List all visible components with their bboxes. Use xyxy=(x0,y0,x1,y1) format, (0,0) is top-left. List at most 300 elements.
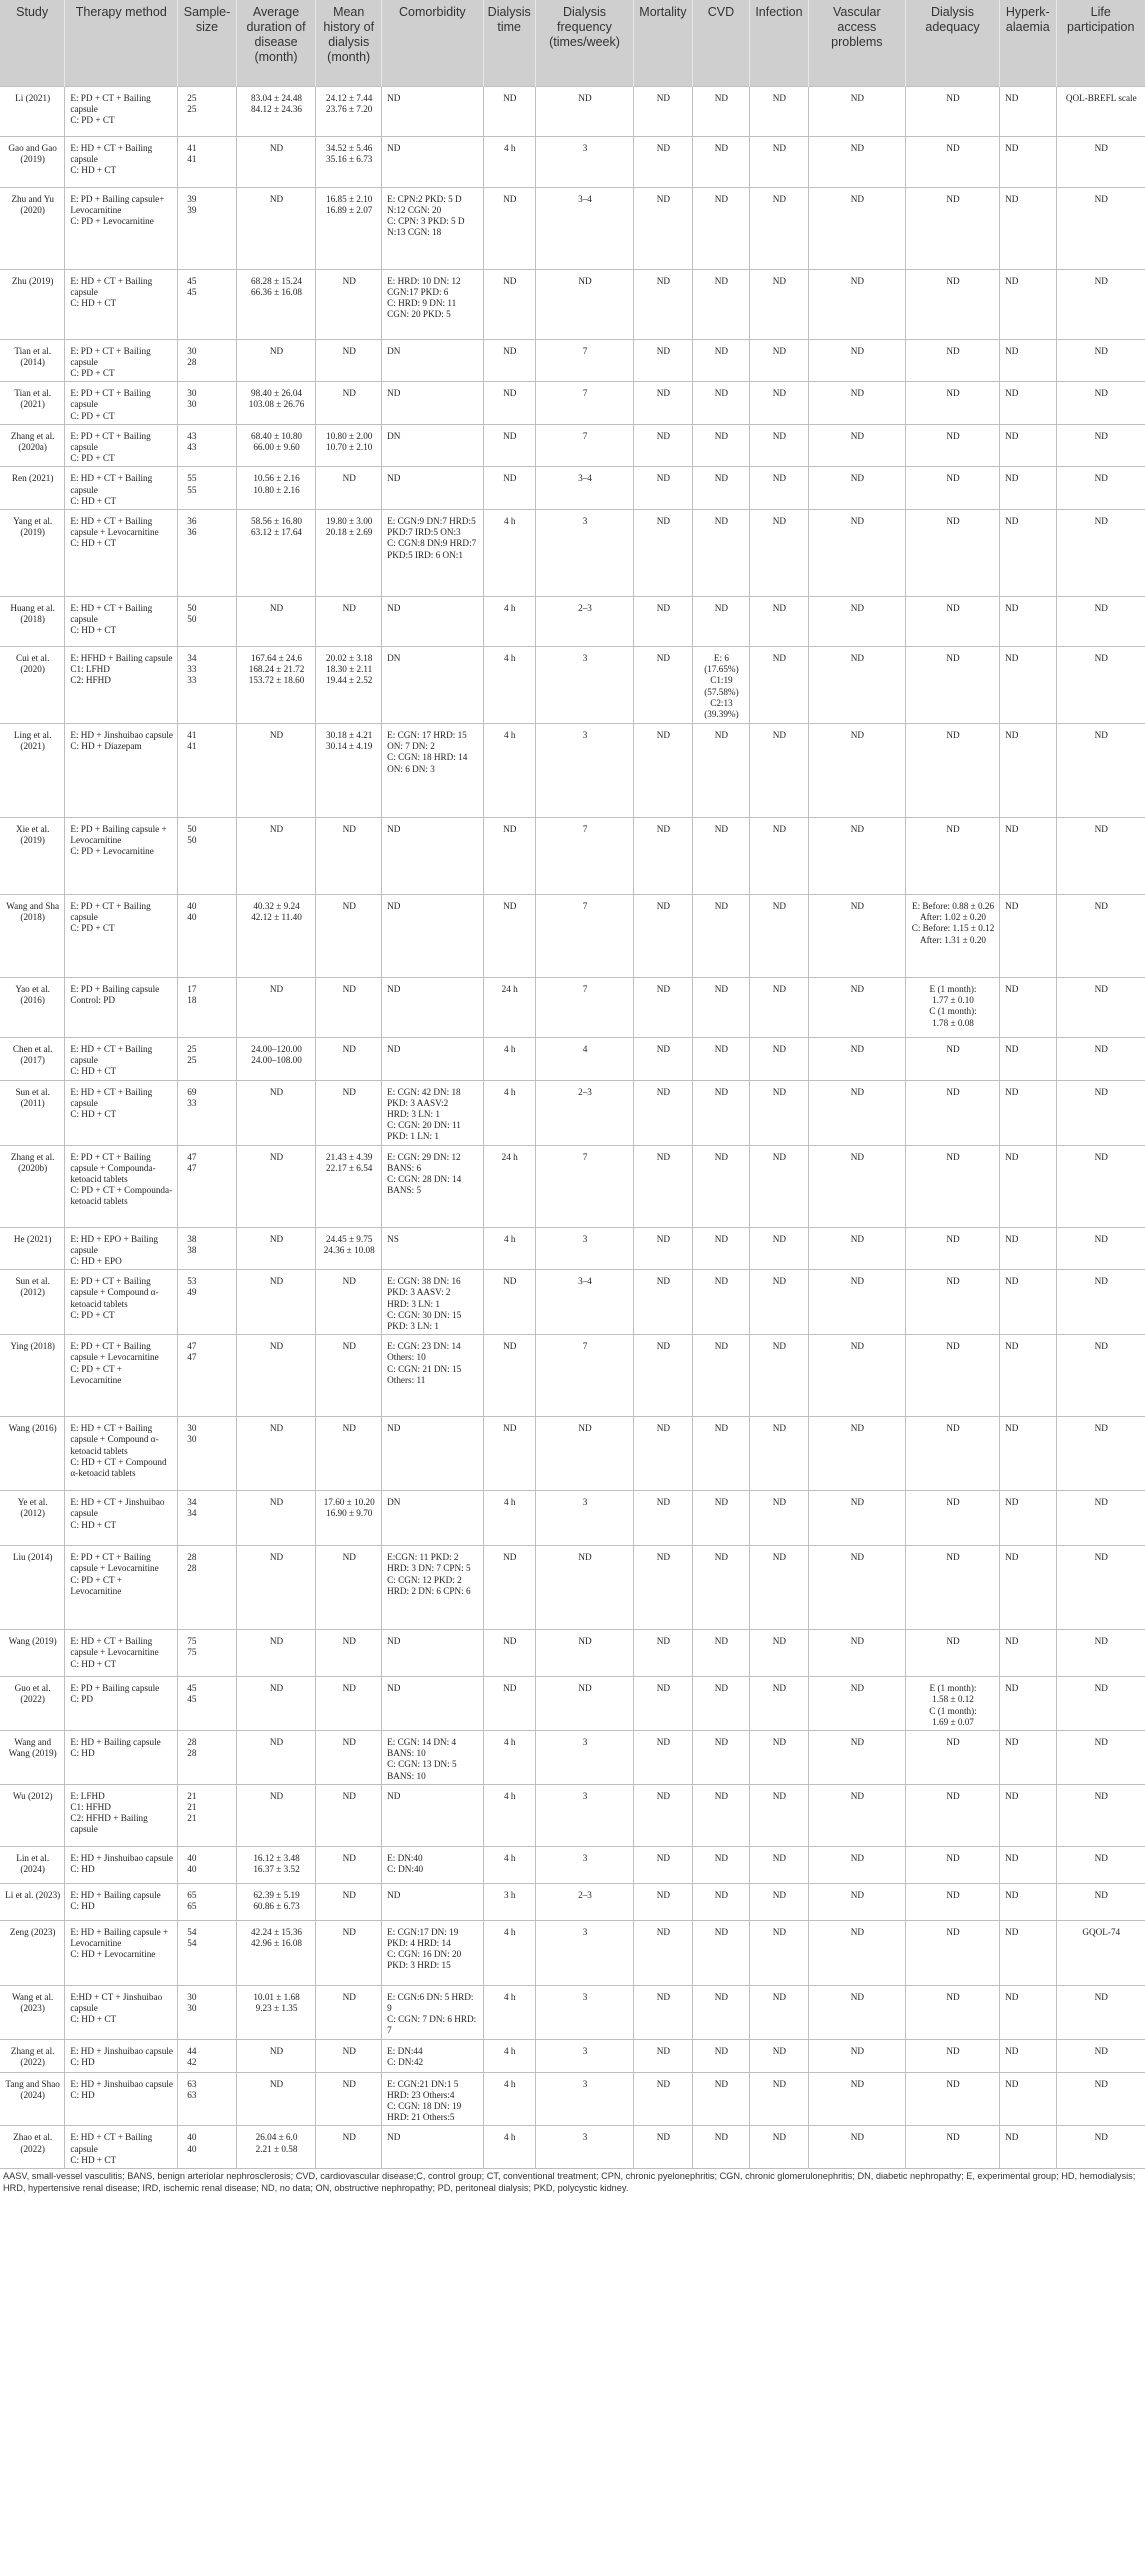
table-cell: E: PD + CT + Bailing capsule C: PD + CT xyxy=(65,86,178,136)
table-cell: 3 xyxy=(535,2039,633,2072)
table-cell: 19.80 ± 3.00 20.18 ± 2.69 xyxy=(316,509,382,596)
table-cell: Zhu and Yu (2020) xyxy=(0,187,65,269)
table-cell: ND xyxy=(750,1846,809,1883)
table-cell: ND xyxy=(634,1037,693,1080)
table-row xyxy=(0,1491,1145,1546)
table-cell: ND xyxy=(692,1037,750,1080)
table-cell: ND xyxy=(1056,1491,1145,1546)
table-cell: 3 xyxy=(535,1846,633,1883)
table-row xyxy=(0,646,1145,723)
table-cell: ND xyxy=(535,269,633,339)
table-cell: 7 xyxy=(535,339,633,382)
table-cell: ND xyxy=(692,2126,750,2169)
table-cell: 24.45 ± 9.75 24.36 ± 10.08 xyxy=(316,1227,382,1270)
table-cell: ND xyxy=(905,509,999,596)
table-cell: ND xyxy=(692,1145,750,1227)
table-cell: 50 50 xyxy=(178,596,237,646)
table-cell: ND xyxy=(316,1846,382,1883)
table-cell: 40 40 xyxy=(178,2126,237,2169)
table-cell: E:HD + CT + Jinshuibao capsule C: HD + CT xyxy=(65,1985,178,2039)
table-cell: ND xyxy=(905,1145,999,1227)
table-cell: ND xyxy=(692,269,750,339)
table-cell: ND xyxy=(1000,1491,1056,1546)
table-cell: ND xyxy=(1000,1270,1056,1335)
table-cell: ND xyxy=(692,86,750,136)
table-cell: 58.56 ± 16.80 63.12 ± 17.64 xyxy=(236,509,315,596)
table-cell: ND xyxy=(692,2039,750,2072)
table-cell: ND xyxy=(1056,1731,1145,1785)
table-cell: ND xyxy=(1056,1883,1145,1920)
column-header: Hyperk-alaemia xyxy=(1000,0,1056,86)
table-cell: 63 63 xyxy=(178,2072,237,2126)
table-cell: ND xyxy=(634,646,693,723)
table-cell: 69 33 xyxy=(178,1080,237,1145)
table-row xyxy=(0,1417,1145,1491)
table-cell: ND xyxy=(750,1677,809,1731)
table-cell: NS xyxy=(382,1227,483,1270)
table-cell: ND xyxy=(750,509,809,596)
table-cell: ND xyxy=(750,977,809,1037)
table-cell: Wang and Wang (2019) xyxy=(0,1731,65,1785)
table-cell: Zhu (2019) xyxy=(0,269,65,339)
table-cell: ND xyxy=(634,467,693,510)
table-cell: ND xyxy=(1056,1784,1145,1846)
table-cell: ND xyxy=(905,86,999,136)
table-cell: E: HD + Bailing capsule C: HD xyxy=(65,1731,178,1785)
table-cell: E: PD + CT + Bailing capsule + Compound α-ketoacid tablets C: PD + CT xyxy=(65,1270,178,1335)
column-header: Dialysis time xyxy=(483,0,535,86)
table-cell: ND xyxy=(1000,2126,1056,2169)
column-header: Sample-size xyxy=(178,0,237,86)
table-cell: ND xyxy=(634,1846,693,1883)
table-cell: ND xyxy=(316,1920,382,1985)
table-cell: ND xyxy=(316,2072,382,2126)
table-cell: 3 xyxy=(535,1731,633,1785)
table-cell: ND xyxy=(483,1270,535,1335)
table-cell: ND xyxy=(236,596,315,646)
table-cell: ND xyxy=(1000,1037,1056,1080)
table-cell: GQOL-74 xyxy=(1056,1920,1145,1985)
table-cell: ND xyxy=(750,1037,809,1080)
table-cell: 68.28 ± 15.24 66.36 ± 16.08 xyxy=(236,269,315,339)
table-cell: Cui et al. (2020) xyxy=(0,646,65,723)
table-cell: DN xyxy=(382,646,483,723)
table-cell: E: CGN: 14 DN: 4 BANS: 10 C: CGN: 13 DN: 5 BANS: 10 xyxy=(382,1731,483,1785)
table-cell: 2–3 xyxy=(535,596,633,646)
table-cell: Sun et al. (2012) xyxy=(0,1270,65,1335)
table-cell: ND xyxy=(750,136,809,187)
table-cell: ND xyxy=(382,1883,483,1920)
table-cell: ND xyxy=(236,1784,315,1846)
table-cell: ND xyxy=(316,269,382,339)
table-row xyxy=(0,86,1145,136)
table-cell: ND xyxy=(1000,1784,1056,1846)
table-cell: ND xyxy=(634,1145,693,1227)
table-cell: ND xyxy=(905,2126,999,2169)
table-cell: ND xyxy=(905,1920,999,1985)
table-cell: 41 41 xyxy=(178,136,237,187)
table-row xyxy=(0,1145,1145,1227)
table-cell: E: PD + Bailing capsule+ Levocarnitine C: PD + Levocarnitine xyxy=(65,187,178,269)
table-cell: ND xyxy=(634,2126,693,2169)
table-cell: ND xyxy=(483,817,535,894)
table-cell: ND xyxy=(236,136,315,187)
table-cell: E: CGN: 23 DN: 14 Others: 10 C: CGN: 21 DN: 15 Others: 11 xyxy=(382,1335,483,1417)
table-cell: ND xyxy=(236,1335,315,1417)
table-cell: ND xyxy=(1000,723,1056,817)
table-cell: Lin et al. (2024) xyxy=(0,1846,65,1883)
table-row xyxy=(0,2039,1145,2072)
table-row xyxy=(0,1227,1145,1270)
table-cell: ND xyxy=(634,382,693,425)
table-cell: 7 xyxy=(535,382,633,425)
table-cell: ND xyxy=(634,269,693,339)
table-cell: ND xyxy=(808,1731,905,1785)
table-cell: ND xyxy=(750,1731,809,1785)
table-cell: ND xyxy=(535,1546,633,1630)
table-row xyxy=(0,596,1145,646)
table-cell: 55 55 xyxy=(178,467,237,510)
table-cell: ND xyxy=(1056,1677,1145,1731)
table-cell: 167.64 ± 24.6 168.24 ± 21.72 153.72 ± 18.60 xyxy=(236,646,315,723)
table-cell: E: HD + Jinshuibao capsule C: HD xyxy=(65,1846,178,1883)
table-cell: ND xyxy=(750,1630,809,1677)
table-cell: ND xyxy=(1056,467,1145,510)
table-cell: E: HD + CT + Bailing capsule C: HD + CT xyxy=(65,269,178,339)
table-cell: E: HD + Jinshuibao capsule C: HD xyxy=(65,2072,178,2126)
table-cell: E: Before: 0.88 ± 0.26 After: 1.02 ± 0.20 C: Before: 1.15 ± 0.12 After: 1.31 ± 0.20 xyxy=(905,894,999,977)
table-cell: ND xyxy=(236,1491,315,1546)
column-header: CVD xyxy=(692,0,750,86)
table-cell: ND xyxy=(750,467,809,510)
table-row xyxy=(0,509,1145,596)
table-cell: ND xyxy=(692,1784,750,1846)
table-cell: Ying (2018) xyxy=(0,1335,65,1417)
column-header: Average duration of disease (month) xyxy=(236,0,315,86)
table-cell: 75 75 xyxy=(178,1630,237,1677)
table-cell: ND xyxy=(808,1491,905,1546)
table-cell: ND xyxy=(905,1731,999,1785)
table-cell: 3–4 xyxy=(535,187,633,269)
table-cell: 4 xyxy=(535,1037,633,1080)
table-cell: ND xyxy=(808,1883,905,1920)
table-cell: ND xyxy=(316,817,382,894)
table-cell: 43 43 xyxy=(178,424,237,467)
table-cell: ND xyxy=(808,269,905,339)
table-cell: ND xyxy=(905,1630,999,1677)
table-cell: 16.85 ± 2.10 16.89 ± 2.07 xyxy=(316,187,382,269)
column-header: Dialysis adequacy xyxy=(905,0,999,86)
table-cell: ND xyxy=(1000,1080,1056,1145)
table-cell: E: PD + CT + Bailing capsule + Levocarnitine C: PD + CT + Levocarnitine xyxy=(65,1546,178,1630)
table-cell: 3 xyxy=(535,1784,633,1846)
table-cell: E: DN:40 C: DN:40 xyxy=(382,1846,483,1883)
table-cell: E: CGN:6 DN: 5 HRD: 9 C: CGN: 7 DN: 6 HRD: 7 xyxy=(382,1985,483,2039)
table-cell: ND xyxy=(808,646,905,723)
table-cell: Chen et al. (2017) xyxy=(0,1037,65,1080)
table-cell: Wang (2016) xyxy=(0,1417,65,1491)
table-cell: ND xyxy=(808,596,905,646)
table-cell: ND xyxy=(1056,1417,1145,1491)
column-header: Life participation xyxy=(1056,0,1145,86)
column-header: Infection xyxy=(750,0,809,86)
table-cell: E (1 month): 1.77 ± 0.10 C (1 month): 1.78 ± 0.08 xyxy=(905,977,999,1037)
table-cell: ND xyxy=(1056,1080,1145,1145)
table-cell: ND xyxy=(634,894,693,977)
table-cell: ND xyxy=(634,723,693,817)
table-cell: E: CGN: 29 DN: 12 BANS: 6 C: CGN: 28 DN: 14 BANS: 5 xyxy=(382,1145,483,1227)
table-cell: ND xyxy=(750,817,809,894)
table-cell: E: CGN:21 DN:1 5 HRD: 23 Others:4 C: CGN: 18 DN: 19 HRD: 21 Others:5 xyxy=(382,2072,483,2126)
table-cell: 3 xyxy=(535,1985,633,2039)
table-cell: ND xyxy=(634,1731,693,1785)
table-cell: ND xyxy=(316,1270,382,1335)
table-cell: ND xyxy=(634,1270,693,1335)
table-cell: 4 h xyxy=(483,1227,535,1270)
table-cell: 53 49 xyxy=(178,1270,237,1335)
table-cell: ND xyxy=(750,2039,809,2072)
table-cell: ND xyxy=(236,723,315,817)
table-row xyxy=(0,1037,1145,1080)
table-cell: ND xyxy=(1056,596,1145,646)
table-cell: ND xyxy=(316,977,382,1037)
table-cell: ND xyxy=(692,1417,750,1491)
table-cell: ND xyxy=(692,382,750,425)
table-cell: ND xyxy=(692,1335,750,1417)
table-cell: E: CGN:17 DN: 19 PKD: 4 HRD: 14 C: CGN: 16 DN: 20 PKD: 3 HRD: 15 xyxy=(382,1920,483,1985)
table-cell: ND xyxy=(1000,646,1056,723)
table-cell: 4 h xyxy=(483,723,535,817)
table-cell: ND xyxy=(1000,1227,1056,1270)
table-cell: ND xyxy=(750,646,809,723)
table-cell: ND xyxy=(692,187,750,269)
table-cell: ND xyxy=(692,1677,750,1731)
table-cell: 7 xyxy=(535,1145,633,1227)
table-cell: ND xyxy=(316,1985,382,2039)
table-row xyxy=(0,424,1145,467)
table-cell: ND xyxy=(316,1080,382,1145)
table-cell: ND xyxy=(535,1677,633,1731)
table-row xyxy=(0,1630,1145,1677)
table-cell: ND xyxy=(808,1270,905,1335)
table-cell: ND xyxy=(905,1546,999,1630)
table-cell: ND xyxy=(692,2072,750,2126)
table-cell: Zhang et al. (2020b) xyxy=(0,1145,65,1227)
table-cell: ND xyxy=(692,467,750,510)
table-row xyxy=(0,1335,1145,1417)
table-cell: 3–4 xyxy=(535,467,633,510)
table-cell: E: PD + Bailing capsule C: PD xyxy=(65,1677,178,1731)
table-row xyxy=(0,1677,1145,1731)
table-cell: Ye et al. (2012) xyxy=(0,1491,65,1546)
table-cell: 40 40 xyxy=(178,1846,237,1883)
table-cell: ND xyxy=(905,2072,999,2126)
table-cell: 41 41 xyxy=(178,723,237,817)
table-row xyxy=(0,1985,1145,2039)
table-cell: ND xyxy=(1000,1883,1056,1920)
table-cell: ND xyxy=(1000,1846,1056,1883)
table-cell: 2–3 xyxy=(535,1080,633,1145)
table-cell: 68.40 ± 10.80 66.00 ± 9.60 xyxy=(236,424,315,467)
table-cell: ND xyxy=(483,894,535,977)
table-cell: ND xyxy=(1000,187,1056,269)
table-cell: ND xyxy=(634,1985,693,2039)
table-cell: ND xyxy=(316,894,382,977)
table-cell: ND xyxy=(382,1677,483,1731)
table-row xyxy=(0,1784,1145,1846)
table-cell: ND xyxy=(316,1417,382,1491)
table-cell: ND xyxy=(905,1080,999,1145)
table-cell: ND xyxy=(483,269,535,339)
table-cell: 98.40 ± 26.04 103.08 ± 26.76 xyxy=(236,382,315,425)
table-cell: ND xyxy=(1056,382,1145,425)
table-row xyxy=(0,1846,1145,1883)
table-cell: ND xyxy=(316,382,382,425)
table-cell: 50 50 xyxy=(178,817,237,894)
table-cell: ND xyxy=(634,1677,693,1731)
table-cell: 45 45 xyxy=(178,1677,237,1731)
table-cell: 47 47 xyxy=(178,1335,237,1417)
table-cell: ND xyxy=(808,1145,905,1227)
table-cell: Ling et al. (2021) xyxy=(0,723,65,817)
table-cell: ND xyxy=(750,2126,809,2169)
table-cell: 28 28 xyxy=(178,1731,237,1785)
table-cell: 3 xyxy=(535,2126,633,2169)
table-cell: Li et al. (2023) xyxy=(0,1883,65,1920)
table-cell: 30.18 ± 4.21 30.14 ± 4.19 xyxy=(316,723,382,817)
table-row xyxy=(0,817,1145,894)
table-cell: ND xyxy=(483,1417,535,1491)
table-cell: ND xyxy=(905,1846,999,1883)
table-cell: 4 h xyxy=(483,2072,535,2126)
table-cell: 4 h xyxy=(483,1784,535,1846)
table-cell: ND xyxy=(1000,1731,1056,1785)
table-cell: ND xyxy=(382,817,483,894)
table-cell: E:CGN: 11 PKD: 2 HRD: 3 DN: 7 CPN: 5 C: CGN: 12 PKD: 2 HRD: 2 DN: 6 CPN: 6 xyxy=(382,1546,483,1630)
table-cell: Tian et al. (2021) xyxy=(0,382,65,425)
table-cell: ND xyxy=(750,1145,809,1227)
table-cell: ND xyxy=(808,1335,905,1417)
table-cell: ND xyxy=(692,1546,750,1630)
table-cell: 65 65 xyxy=(178,1883,237,1920)
table-cell: ND xyxy=(808,2126,905,2169)
table-cell: 10.56 ± 2.16 10.80 ± 2.16 xyxy=(236,467,315,510)
table-cell: E: HD + Jinshuibao capsule C: HD + Diazepam xyxy=(65,723,178,817)
table-cell: ND xyxy=(634,1417,693,1491)
table-cell: ND xyxy=(905,136,999,187)
table-cell: E: HD + CT + Bailing capsule C: HD + CT xyxy=(65,596,178,646)
table-cell: ND xyxy=(692,509,750,596)
table-cell: Gao and Gao (2019) xyxy=(0,136,65,187)
table-cell: ND xyxy=(1000,509,1056,596)
table-cell: 21 21 21 xyxy=(178,1784,237,1846)
table-row xyxy=(0,1731,1145,1785)
table-cell: ND xyxy=(1000,2072,1056,2126)
table-cell: ND xyxy=(905,1270,999,1335)
table-cell: E: PD + CT + Bailing capsule C: PD + CT xyxy=(65,382,178,425)
table-cell: 30 28 xyxy=(178,339,237,382)
table-cell: 3 xyxy=(535,1920,633,1985)
table-cell: ND xyxy=(316,596,382,646)
table-cell: 17.60 ± 10.20 16.90 ± 9.70 xyxy=(316,1491,382,1546)
table-cell: Zhang et al. (2022) xyxy=(0,2039,65,2072)
table-cell: E: PD + CT + Bailing capsule C: PD + CT xyxy=(65,894,178,977)
table-cell: ND xyxy=(1000,596,1056,646)
table-cell: ND xyxy=(316,1883,382,1920)
table-cell: ND xyxy=(750,1227,809,1270)
table-cell: ND xyxy=(1056,1846,1145,1883)
table-cell: 2–3 xyxy=(535,1883,633,1920)
table-cell: 4 h xyxy=(483,1846,535,1883)
table-row xyxy=(0,382,1145,425)
table-cell: ND xyxy=(1056,509,1145,596)
table-cell: E: HD + CT + Bailing capsule + Compound α-ketoacid tablets C: HD + CT + Compound α-ketoacid tablets xyxy=(65,1417,178,1491)
table-row xyxy=(0,723,1145,817)
table-cell: E: HD + CT + Bailing capsule + Levocarnitine C: HD + CT xyxy=(65,509,178,596)
table-cell: 30 30 xyxy=(178,1985,237,2039)
table-cell: Xie et al. (2019) xyxy=(0,817,65,894)
table-cell: ND xyxy=(905,1985,999,2039)
table-cell: 3 xyxy=(535,646,633,723)
table-cell: ND xyxy=(634,136,693,187)
table-cell: ND xyxy=(1000,86,1056,136)
table-cell: 7 xyxy=(535,817,633,894)
table-cell: ND xyxy=(808,723,905,817)
table-cell: ND xyxy=(634,596,693,646)
column-header: Study xyxy=(0,0,65,86)
table-cell: ND xyxy=(1000,1677,1056,1731)
table-cell: ND xyxy=(905,1883,999,1920)
table-cell: ND xyxy=(382,2126,483,2169)
table-cell: ND xyxy=(1056,1546,1145,1630)
table-cell: ND xyxy=(808,187,905,269)
table-cell: ND xyxy=(1000,269,1056,339)
table-cell: E: LFHD C1: HFHD C2: HFHD + Bailing capsule xyxy=(65,1784,178,1846)
table-cell: 3 h xyxy=(483,1883,535,1920)
table-cell: ND xyxy=(692,1080,750,1145)
table-cell: ND xyxy=(236,2072,315,2126)
table-cell: ND xyxy=(1000,1985,1056,2039)
table-cell: ND xyxy=(483,424,535,467)
table-cell: ND xyxy=(236,2039,315,2072)
table-cell: ND xyxy=(750,382,809,425)
table-cell: ND xyxy=(483,339,535,382)
column-header: Mortality xyxy=(634,0,693,86)
table-cell: ND xyxy=(692,424,750,467)
table-cell: ND xyxy=(905,187,999,269)
table-cell: Huang et al. (2018) xyxy=(0,596,65,646)
table-cell: ND xyxy=(634,1080,693,1145)
table-cell: Tang and Shao (2024) xyxy=(0,2072,65,2126)
table-cell: ND xyxy=(750,1417,809,1491)
table-cell: 20.02 ± 3.18 18.30 ± 2.11 19.44 ± 2.52 xyxy=(316,646,382,723)
table-cell: ND xyxy=(1000,817,1056,894)
table-cell: ND xyxy=(692,817,750,894)
table-cell: 17 18 xyxy=(178,977,237,1037)
table-cell: 26.04 ± 6.0 2.21 ± 0.58 xyxy=(236,2126,315,2169)
table-cell: ND xyxy=(1056,136,1145,187)
table-cell: ND xyxy=(1000,894,1056,977)
table-cell: ND xyxy=(808,509,905,596)
table-cell: 3 xyxy=(535,1491,633,1546)
table-row xyxy=(0,187,1145,269)
table-cell: ND xyxy=(750,596,809,646)
table-cell: ND xyxy=(1056,1037,1145,1080)
table-cell: E: CGN: 42 DN: 18 PKD: 3 AASV:2 HRD: 3 LN: 1 C: CGN: 20 DN: 11 PKD: 1 LN: 1 xyxy=(382,1080,483,1145)
table-cell: ND xyxy=(808,894,905,977)
table-cell: ND xyxy=(692,1846,750,1883)
table-cell: E: CGN:9 DN:7 HRD:5 PKD:7 IRD:5 ON:3 C: CGN:8 DN:9 HRD:7 PKD:5 IRD: 6 ON:1 xyxy=(382,509,483,596)
